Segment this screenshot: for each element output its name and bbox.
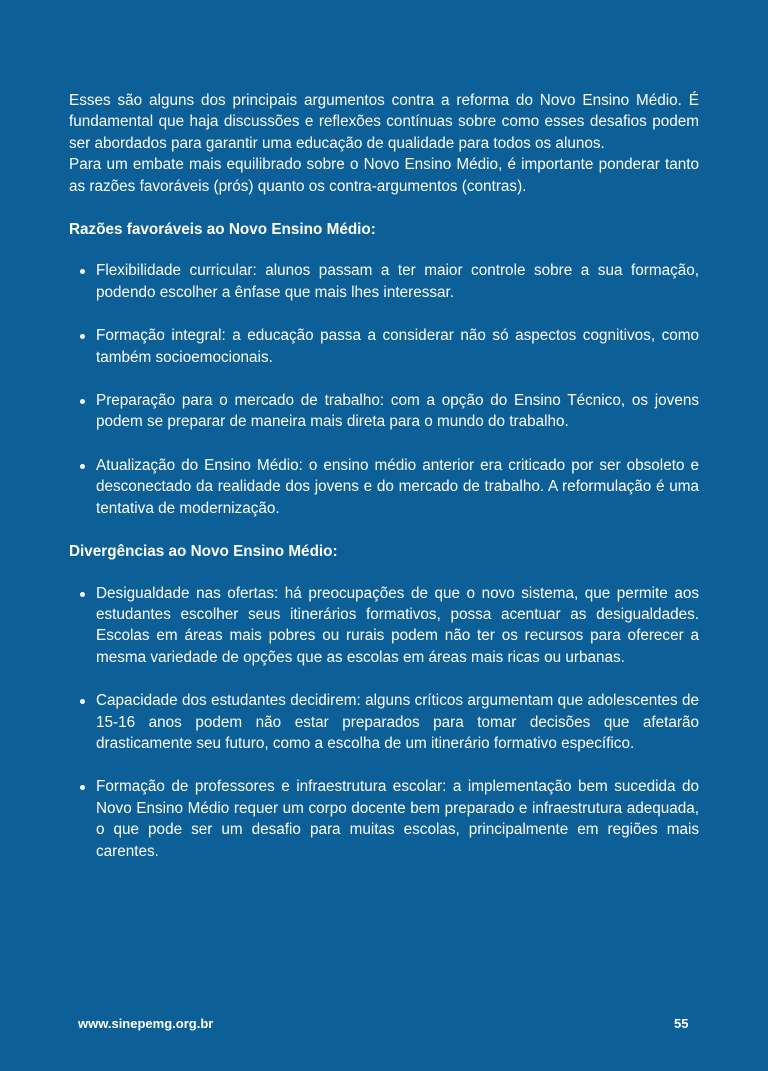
list-item: Flexibilidade curricular: alunos passam a ter maior controle sobre a sua formação, podendo escolher a ênfase que mais lhes interessar. [69,260,699,303]
list-item: Formação de professores e infraestrutura escolar: a implementação bem sucedida do Novo Ensino Médio requer um corpo docente bem preparado e infraestrutura adequada, o que pode ser um desafio para muitas escolas, principalmente em regiões mais carentes. [69,776,699,862]
intro-paragraph-2: Para um embate mais equilibrado sobre o Novo Ensino Médio, é importante ponderar tanto as razões favoráveis (prós) quanto os contra-argumentos (contras). [69,156,699,195]
bullet-icon [80,464,85,469]
bullet-icon [80,334,85,339]
bullet-icon [80,399,85,404]
cons-list [69,583,699,862]
footer-url[interactable]: www.sinepemg.org.br [78,1016,214,1031]
bullet-icon [80,592,85,597]
pros-heading: Razões favoráveis ao Novo Ensino Médio: [69,221,376,239]
list-item: Desigualdade nas ofertas: há preocupações de que o novo sistema, que permite aos estudantes escolher seus itinerários formativos, possa acentuar as desigualdades. Escolas em áreas mais pobres ou rurais podem não ter os recursos para oferecer a mesma variedade de opções que as escolas em áreas mais ricas ou urbanas. [69,583,699,669]
intro-paragraph: Esses são alguns dos principais argumentos contra a reforma do Novo Ensino Médio. É fundamental que haja discussões e reflexões contínuas sobre como esses desafios podem ser abordados para garantir uma educação de qualidade para todos os alunos. [69,92,699,152]
cons-heading: Divergências ao Novo Ensino Médio: [69,543,338,561]
page-number: 55 [674,1016,689,1031]
pros-list [69,260,699,519]
list-item: Capacidade dos estudantes decidirem: alguns críticos argumentam que adolescentes de 15-16 anos podem não estar preparados para tomar decisões que afetarão drasticamente seu futuro, como a escolha de um itinerário formativo específico. [69,690,699,754]
page-content [69,90,699,862]
bullet-icon [80,785,85,790]
bullet-icon [80,269,85,274]
list-item: Preparação para o mercado de trabalho: com a opção do Ensino Técnico, os jovens podem se preparar de maneira mais direta para o mundo do trabalho. [69,390,699,433]
bullet-icon [80,699,85,704]
list-item: Formação integral: a educação passa a considerar não só aspectos cognitivos, como também socioemocionais. [69,325,699,368]
list-item: Atualização do Ensino Médio: o ensino médio anterior era criticado por ser obsoleto e desconectado da realidade dos jovens e do mercado de trabalho. A reformulação é uma tentativa de modernização. [69,455,699,519]
